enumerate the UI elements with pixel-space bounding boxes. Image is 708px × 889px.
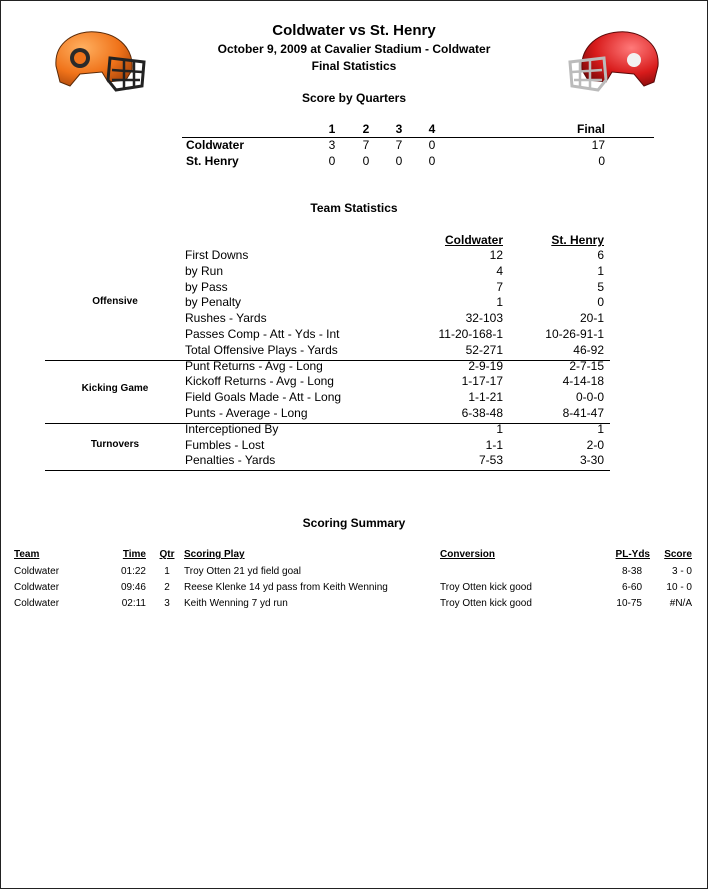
- stats-col-header-home: Coldwater: [444, 233, 503, 247]
- stat-value-home: 2-9-19: [468, 359, 503, 373]
- col-header-time: Time: [122, 549, 146, 560]
- scoring-qtr: 2: [164, 582, 170, 593]
- scoring-pl-yds: 6-60: [621, 582, 642, 593]
- quarter-score: 0: [362, 154, 370, 168]
- scoring-score: 10 - 0: [666, 582, 692, 593]
- stat-value-away: 20-1: [579, 311, 604, 325]
- quarter-header: 2: [362, 122, 370, 136]
- stat-value-home: 4: [496, 264, 503, 278]
- final-score: 0: [598, 154, 605, 168]
- scoring-pl-yds: 8-38: [621, 566, 642, 577]
- quarter-score: 7: [362, 138, 370, 152]
- stat-value-home: 12: [489, 248, 503, 262]
- group-divider: [45, 470, 610, 471]
- page-title: Coldwater vs St. Henry: [272, 22, 436, 39]
- stat-value-home: 6-38-48: [461, 406, 503, 420]
- quarter-score: 3: [328, 138, 336, 152]
- final-score: 17: [591, 138, 605, 152]
- quarter-score: 7: [395, 138, 403, 152]
- stat-label: Kickoff Returns - Avg - Long: [185, 374, 334, 388]
- stat-value-away: 6: [597, 248, 604, 262]
- stat-label: Total Offensive Plays - Yards: [185, 343, 338, 357]
- stat-value-home: 1: [496, 422, 503, 436]
- scoring-team: Coldwater: [14, 582, 60, 593]
- stat-value-home: 1-1: [485, 438, 503, 452]
- stat-value-home: 1: [496, 295, 503, 309]
- stat-value-away: 10-26-91-1: [545, 327, 604, 341]
- stat-label: by Penalty: [185, 295, 242, 309]
- stats-col-header-away: St. Henry: [551, 233, 604, 247]
- stat-group-label: Turnovers: [90, 439, 140, 450]
- team-stats-title: Team Statistics: [310, 201, 398, 215]
- stat-label: Field Goals Made - Att - Long: [185, 390, 342, 404]
- stat-label: by Run: [185, 264, 224, 278]
- scoring-score: 3 - 0: [671, 566, 692, 577]
- quarter-header: 4: [428, 122, 436, 136]
- stat-value-home: 1-1-21: [468, 390, 503, 404]
- stat-value-home: 11-20-168-1: [438, 327, 503, 341]
- stat-value-home: 52-271: [465, 343, 503, 357]
- stat-value-away: 3-30: [579, 453, 604, 467]
- scoring-title: Scoring Summary: [302, 516, 406, 530]
- stat-value-away: 2-0: [586, 438, 604, 452]
- stat-label: Penalties - Yards: [185, 453, 276, 467]
- stat-label: Fumbles - Lost: [185, 438, 265, 452]
- stat-value-away: 0: [597, 295, 604, 309]
- scoring-conversion: Troy Otten kick good: [440, 598, 532, 609]
- stat-label: by Pass: [185, 280, 228, 294]
- stat-value-away: 1: [597, 422, 604, 436]
- scoring-time: 09:46: [120, 582, 146, 593]
- quarter-score: 0: [395, 154, 403, 168]
- stat-value-away: 8-41-47: [562, 406, 604, 420]
- quarter-score: 0: [428, 138, 436, 152]
- stat-label: Punts - Average - Long: [185, 406, 308, 420]
- stat-value-home: 7: [496, 280, 503, 294]
- stat-label: First Downs: [185, 248, 249, 262]
- scoring-play: Keith Wenning 7 yd run: [184, 598, 288, 609]
- scoring-qtr: 3: [164, 598, 170, 609]
- scoring-team: Coldwater: [14, 598, 60, 609]
- quarter-header: 3: [395, 122, 403, 136]
- quarter-header: 1: [328, 122, 336, 136]
- scoring-conversion: Troy Otten kick good: [440, 582, 532, 593]
- col-header-score: Score: [664, 549, 692, 560]
- stat-value-home: 7-53: [478, 453, 503, 467]
- helmet-icon: [568, 28, 664, 94]
- col-header-qtr: Qtr: [159, 549, 175, 560]
- helmet-icon: [50, 28, 146, 94]
- stat-value-home: 32-103: [465, 311, 503, 325]
- stat-value-away: 5: [597, 280, 604, 294]
- stat-value-away: 4-14-18: [562, 374, 604, 388]
- scoring-play: Reese Klenke 14 yd pass from Keith Wenning: [184, 582, 388, 593]
- quarter-score: 0: [428, 154, 436, 168]
- quarter-score: 0: [328, 154, 336, 168]
- scoring-play: Troy Otten 21 yd field goal: [184, 566, 301, 577]
- stat-group-label: Kicking Game: [81, 383, 149, 394]
- page-subtitle-2: Final Statistics: [311, 59, 397, 73]
- scoring-pl-yds: 10-75: [616, 598, 642, 609]
- scoring-qtr: 1: [164, 566, 170, 577]
- team-name: Coldwater: [186, 138, 245, 152]
- page-subtitle: October 9, 2009 at Cavalier Stadium - Coldwater: [217, 42, 491, 56]
- stat-group-label: Offensive: [92, 296, 138, 307]
- scoring-time: 02:11: [121, 598, 146, 609]
- quarters-title: Score by Quarters: [301, 91, 407, 105]
- col-header-team: Team: [14, 549, 40, 560]
- stat-value-home: 1-17-17: [461, 374, 503, 388]
- stat-value-away: 1: [597, 264, 604, 278]
- scoring-team: Coldwater: [14, 566, 60, 577]
- scoring-time: 01:22: [120, 566, 146, 577]
- stat-label: Passes Comp - Att - Yds - Int: [185, 327, 340, 341]
- stat-value-away: 2-7-15: [569, 359, 604, 373]
- col-header-pl-yds: PL-Yds: [615, 549, 650, 560]
- col-header-conversion: Conversion: [440, 549, 496, 560]
- col-header-play: Scoring Play: [184, 549, 245, 560]
- scoring-score: #N/A: [669, 598, 692, 609]
- stat-value-away: 0-0-0: [575, 390, 604, 404]
- stat-label: Interceptioned By: [185, 422, 279, 436]
- stat-label: Punt Returns - Avg - Long: [185, 359, 323, 373]
- team-name: St. Henry: [186, 154, 239, 168]
- stat-label: Rushes - Yards: [185, 311, 267, 325]
- final-header: Final: [576, 122, 605, 136]
- stat-value-away: 46-92: [573, 343, 604, 357]
